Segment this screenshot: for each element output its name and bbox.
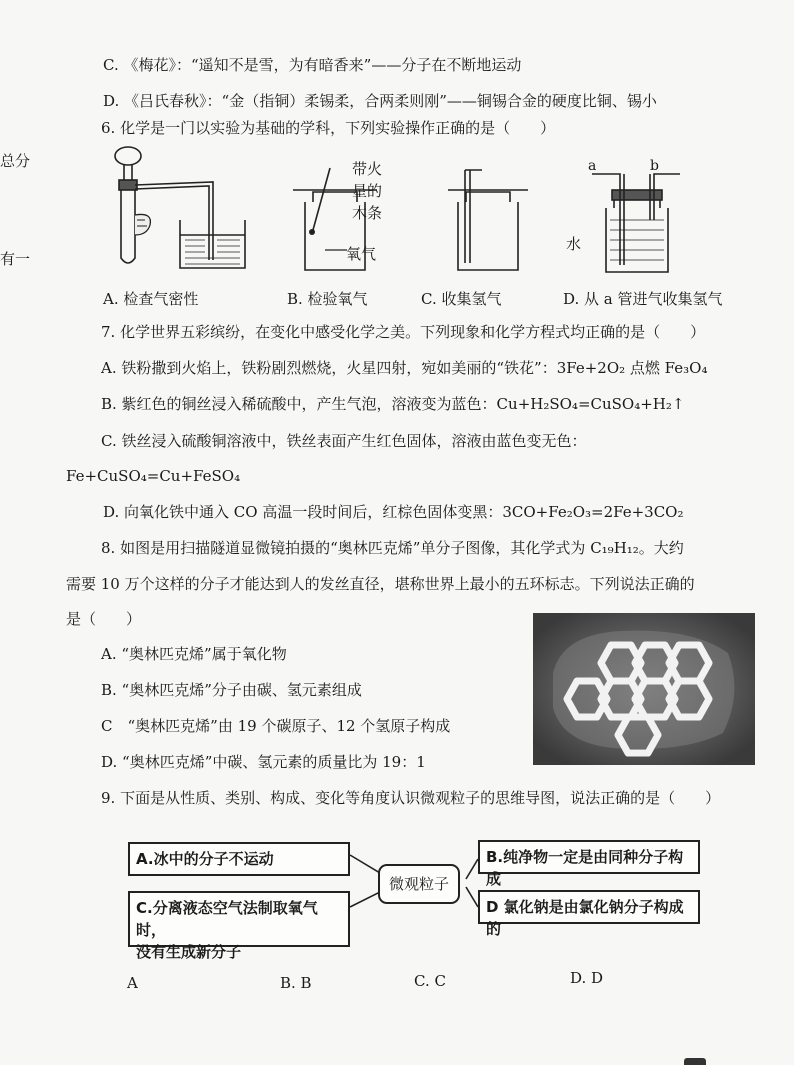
q8-option-d: D. “奥林匹克烯”中碳、氢元素的质量比为 19：1 [101,753,426,771]
q5-option-c: C. 《梅花》：“遥知不是雪，为有暗香来”——分子在不断地运动 [103,56,522,74]
q9-stem: 9. 下面是从性质、类别、构成、变化等角度认识微观粒子的思维导图，说法正确的是（ ） [101,789,721,807]
q6-figure-d [580,160,690,280]
q8-option-b: B. “奥林匹克烯”分子由碳、氢元素组成 [101,681,362,699]
mindmap-box-d: D 氯化钠是由氯化钠分子构成的 [478,890,700,924]
q7-option-b: B. 紫红色的铜丝浸入稀硫酸中，产生气泡，溶液变为蓝色：Cu+H₂SO₄=CuSO₄+H₂↑ [101,395,685,413]
q5-option-d: D. 《吕氏春秋》：“金（指铜）柔锡柔，合两柔则刚”——铜锡合金的硬度比铜、锡小 [103,92,657,110]
q9-option-b: B. B [280,974,312,992]
q6-option-d: D. 从 a 管进气收集氢气 [563,290,723,308]
mindmap-box-c [128,891,350,961]
mindmap-box-a: A.冰中的分子不运动 [128,842,350,876]
q6-fig-b-label-4: 氧气 [346,245,377,263]
q6-stem: 6. 化学是一门以实验为基础的学科，下列实验操作正确的是（ ） [101,119,556,137]
q6-fig-b-label-1: 带火 [352,160,383,178]
q7-option-c: C. 铁丝浸入硫酸铜溶液中，铁丝表面产生红色固体，溶液由蓝色变无色： [101,432,587,450]
q8-option-c: C “奥林匹克烯”由 19 个碳原子、12 个氢原子构成 [101,717,451,735]
q6-fig-d-label-water: 水 [566,235,582,253]
q6-option-c: C. 收集氢气 [421,290,502,308]
q8-stem-line-3: 是（ ） [66,610,142,628]
q6-figure-a [95,140,255,275]
page-corner-mark [684,1058,706,1065]
margin-note-partial: 有一 [0,250,31,268]
q9-option-a: A [127,974,138,992]
q6-fig-d-label-b: b [650,158,659,174]
q8-option-a: A. “奥林匹克烯”属于氧化物 [101,645,287,663]
mindmap-box-c-line-1: C.分离液态空气法制取氧气时， [136,899,318,939]
q9-option-d: D. D [570,969,604,987]
q6-figure-b [285,160,405,280]
q6-fig-d-label-a: a [588,158,597,174]
mindmap-center: 微观粒子 [378,864,460,904]
q6-fig-b-label-3: 木条 [352,204,383,222]
q8-stem-line-2: 需要 10 万个这样的分子才能达到人的发丝直径，堪称世界上最小的五环标志。下列说法正确的 [66,575,695,593]
mindmap-box-c-line-2: 没有生成新分子 [136,943,242,961]
q7-option-c-equation: Fe+CuSO₄=Cu+FeSO₄ [66,467,241,485]
olympicene-stm-image [533,613,755,765]
q6-figure-c [440,158,550,278]
q7-option-a: A. 铁粉撒到火焰上，铁粉剧烈燃烧，火星四射，宛如美丽的“铁花”：3Fe+2O₂ 点燃 Fe₃O₄ [101,359,708,377]
q7-stem: 7. 化学世界五彩缤纷，在变化中感受化学之美。下列现象和化学方程式均正确的是（ ） [101,323,706,341]
q8-stem-line-1: 8. 如图是用扫描隧道显微镜拍摄的“奥林匹克烯”单分子图像，其化学式为 C₁₉H₁₂。大约 [101,539,684,557]
q6-option-b: B. 检验氧气 [287,290,368,308]
q6-option-a: A. 检查气密性 [103,290,199,308]
q6-fig-b-label-2: 星的 [352,182,383,200]
q6-fig-b-leader [325,245,350,255]
q7-option-d: D. 向氧化铁中通入 CO 高温一段时间后，红棕色固体变黑：3CO+Fe₂O₃=2Fe+3CO₂ [103,503,684,521]
margin-note-total: 总分 [0,152,31,170]
q9-option-c: C. C [414,972,446,990]
mindmap-box-b: B.纯净物一定是由同种分子构成 [478,840,700,874]
